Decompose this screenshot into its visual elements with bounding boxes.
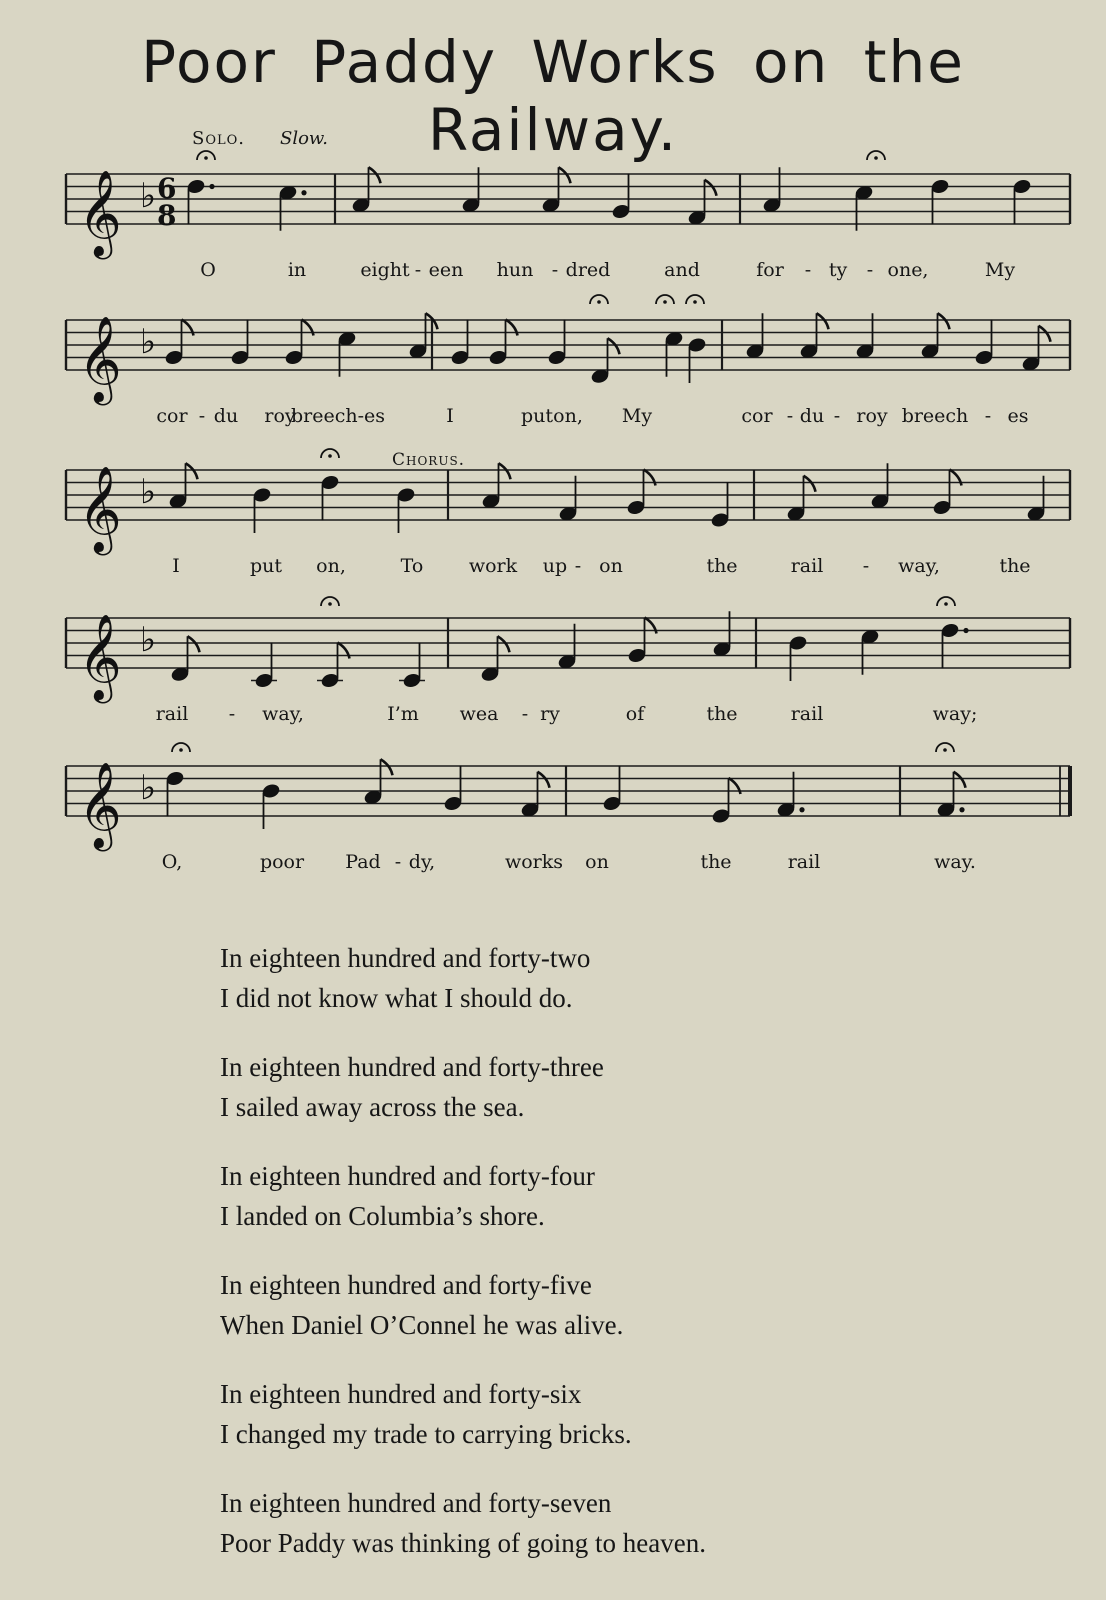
note [627,618,657,665]
fermata-icon-dot [328,454,332,458]
flat-icon: ♭ [140,472,157,512]
treble-clef-icon: 𝄞 [78,614,122,700]
verse [220,1156,1020,1236]
lyric-syllable: O, [161,851,183,873]
lyric-syllable: rail [787,851,821,873]
verse [220,1483,1020,1563]
verse [220,938,1020,1018]
lyric-syllable: roy [856,405,888,427]
lyric-syllable: wea [459,703,499,725]
verse [220,1265,1020,1345]
lyric-syllable: - [521,703,529,725]
note [186,178,215,225]
lyric-syllable: een [428,259,464,281]
lyric-syllable: rail [790,703,824,725]
lyric-syllable: way; [932,703,978,725]
flag [369,167,381,183]
lyric-syllable: I’m [387,703,419,725]
lyric-syllable: ty [828,259,848,281]
verses [220,938,1020,1592]
verse-line: In eighteen hundred and forty-three [220,1052,604,1082]
verse [220,1047,1020,1127]
flag [498,636,510,652]
lyric-syllable: poor [259,851,305,873]
lyric-syllable: ry [540,703,560,725]
lyric-syllable: and [664,259,700,281]
note [399,643,425,690]
lyric-syllable: rail [155,703,189,725]
lyric-syllable: Pad [345,851,381,873]
note [711,778,741,825]
fermata-icon-dot [943,748,947,752]
verse-line: In eighteen hundred and forty-five [220,1270,592,1300]
note [251,643,277,690]
lyric-syllable: way. [934,851,976,873]
lyric-syllable: work [468,555,518,577]
fermata-icon-dot [693,300,697,304]
note [230,320,250,367]
lyric-syllable: cor [156,405,188,427]
note [252,486,272,533]
lyric-syllable: - [394,851,402,873]
note [261,782,281,829]
lyric-syllable: of [625,703,645,725]
lyric-syllable: way, [898,555,940,577]
lyric-syllable: in [287,259,307,281]
flag [186,463,198,479]
lyric-syllable: on [599,555,623,577]
flag [954,772,966,788]
lyric-syllable: es [1007,405,1029,427]
flat-icon: ♭ [140,620,157,660]
lyric-syllable: for [756,259,784,281]
note [320,474,340,521]
note [940,622,969,669]
lyric-syllable: on, [553,405,583,427]
lyric-syllable: O [200,259,216,281]
chorus-marking: Chorus. [392,450,466,470]
lyric-syllable: eight [360,259,410,281]
flag [938,313,950,329]
dot [209,184,214,189]
note [788,634,808,681]
fermata-icon-dot [204,156,208,160]
fermata-icon-dot [328,602,332,606]
note [602,766,622,813]
lyric-syllable: the [706,555,738,577]
lyric-syllable: the [999,555,1031,577]
lyric-syllable: - [414,259,422,281]
note [443,766,463,813]
lyric-syllable: - [786,405,794,427]
lyric-syllable: dy, [408,851,436,873]
fermata-icon-dot [179,748,183,752]
note [317,643,350,690]
flag [188,636,200,652]
verse-line: I landed on Columbia’s shore. [220,1201,545,1231]
lyric-syllable: du [213,405,239,427]
staff-system [66,313,1070,427]
flag [499,463,511,479]
lyric-syllable: hun [496,259,534,281]
verse-line: In eighteen hundred and forty-four [220,1161,595,1191]
flag [538,772,550,788]
lyric-syllable: My [621,405,653,427]
verse-line: In eighteen hundred and forty-seven [220,1488,612,1518]
lyric-syllable: - [574,555,582,577]
flag [608,338,620,354]
flat-icon: ♭ [140,322,157,362]
note [164,320,194,367]
verse-line: When Daniel O’Connel he was alive. [220,1310,624,1340]
lyric-syllable: cor [741,405,773,427]
note [488,320,518,367]
verse-line: I did not know what I should do. [220,983,573,1013]
lyric-syllable: put [520,405,554,427]
staff-system [66,167,1070,281]
note [547,320,567,367]
flag [1039,326,1051,342]
flag [559,167,571,183]
lyric-syllable: on, [316,555,346,577]
treble-clef-icon: 𝄞 [78,466,122,552]
flag [705,180,717,196]
verse-line: Poor Paddy was thinking of going to heaven. [220,1528,706,1558]
lyric-syllable: up [542,555,568,577]
lyric-syllable: works [504,851,564,873]
flag [817,313,829,329]
flat-icon: ♭ [140,176,157,216]
dot [301,190,306,195]
lyric-syllable: To [400,555,424,577]
flat-icon: ♭ [140,768,157,808]
lyric-syllable: breech-es [290,405,386,427]
note [284,320,314,367]
lyric-syllable: the [706,703,738,725]
flag [381,759,393,775]
treble-clef-icon: 𝄞 [78,762,122,848]
lyric-syllable: - [551,259,559,281]
lyric-syllable: - [804,259,812,281]
lyric-syllable: - [984,405,992,427]
verse-line: In eighteen hundred and forty-two [220,943,591,973]
staff-system [66,759,1070,873]
lyric-syllable: breech [901,405,969,427]
note [932,470,962,517]
fermata-icon-dot [874,156,878,160]
lyric-syllable: - [198,405,206,427]
note [1012,178,1032,225]
lyric-syllable: I [446,405,454,427]
lyric-syllable: - [866,259,874,281]
lyric-syllable: on [585,851,609,873]
dot [799,807,804,812]
lyric-syllable: My [984,259,1016,281]
treble-clef-icon: 𝄞 [78,170,122,256]
note [450,320,470,367]
time-signature-bottom: 8 [157,199,177,232]
note [710,482,730,529]
verse-line: I sailed away across the sea. [220,1092,525,1122]
lyric-syllable: - [228,703,236,725]
lyric-syllable: I [172,555,180,577]
note [165,770,185,817]
lyric-syllable: put [249,555,283,577]
lyric-syllable: way, [262,703,304,725]
note [396,486,416,533]
verse-line: I changed my trade to carrying bricks. [220,1419,632,1449]
lyric-syllable: - [833,405,841,427]
treble-clef-icon: 𝄞 [78,316,122,402]
song-title: Poor Paddy Works on the Railway. [141,28,965,164]
lyric-syllable: rail [790,555,824,577]
note [974,320,994,367]
dot [963,628,968,633]
lyric-syllable: roy [264,405,296,427]
lyric-syllable: the [700,851,732,873]
fermata-icon-dot [944,602,948,606]
verse-line: In eighteen hundred and forty-six [220,1379,582,1409]
note [930,178,950,225]
note [626,470,656,517]
lyric-syllable: - [862,555,870,577]
dot [959,807,964,812]
note [687,336,707,383]
lyric-syllable: dred [565,259,611,281]
lyric-syllable: one, [887,259,929,281]
staff-system [66,463,1070,577]
fermata-icon-dot [597,300,601,304]
fermata-icon-dot [663,300,667,304]
lyric-syllable: du [799,405,825,427]
staff-system [66,611,1070,725]
solo-marking: Solo. [192,128,246,149]
tempo-marking: Slow. [280,128,328,149]
verse [220,1374,1020,1454]
note [611,174,631,221]
flag [804,476,816,492]
time-signature-top: 6 [157,172,177,205]
